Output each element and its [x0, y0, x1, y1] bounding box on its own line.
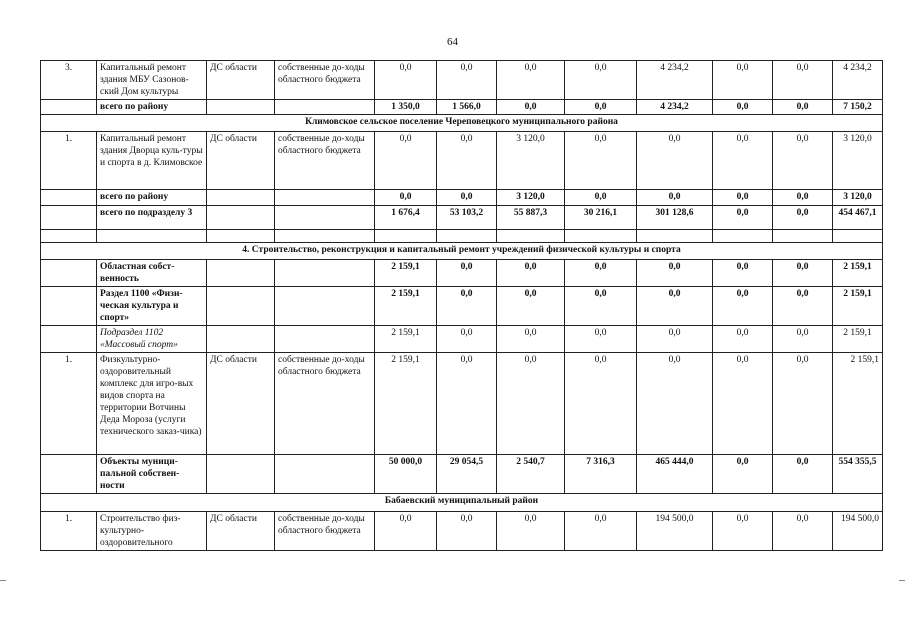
- row-number-cell: [41, 260, 97, 287]
- amount-cell: 7 316,3: [565, 455, 637, 494]
- funding-source-cell: собственные до-ходы областного бюджета: [275, 512, 375, 551]
- amount-cell: 0,0: [375, 190, 437, 206]
- amount-cell: 3 120,0: [497, 132, 565, 190]
- amount-cell: 0,0: [565, 326, 637, 353]
- amount-cell: 0,0: [565, 353, 637, 455]
- amount-cell: 0,0: [713, 326, 773, 353]
- amount-cell: 0,0: [437, 353, 497, 455]
- amount-cell: 0,0: [497, 260, 565, 287]
- object-name-cell: Объекты муници-пальной собствен-ности: [97, 455, 207, 494]
- amount-cell: 4 234,2: [833, 61, 883, 100]
- amount-cell: 0,0: [773, 326, 833, 353]
- amount-cell: 0,0: [565, 512, 637, 551]
- funding-source-cell: собственные до-ходы областного бюджета: [275, 61, 375, 100]
- amount-cell: 0,0: [713, 132, 773, 190]
- amount-cell: 0,0: [773, 455, 833, 494]
- row-number-cell: 1.: [41, 132, 97, 190]
- amount-cell: 0,0: [565, 100, 637, 115]
- empty-cell: [97, 230, 207, 243]
- amount-cell: 53 103,2: [437, 206, 497, 230]
- object-name-cell: всего по району: [97, 100, 207, 115]
- funding-source-cell: собственные до-ходы областного бюджета: [275, 132, 375, 190]
- empty-cell: [275, 230, 375, 243]
- amount-cell: 0,0: [375, 132, 437, 190]
- table-row: [41, 494, 883, 512]
- row-number-cell: 1.: [41, 512, 97, 551]
- amount-cell: 0,0: [437, 61, 497, 100]
- customer-cell: [207, 190, 275, 206]
- amount-cell: 0,0: [713, 455, 773, 494]
- budget-table: [40, 60, 883, 551]
- object-name-cell: Капитальный ремонт здания Дворца куль-туры и спорта в д. Климовское: [97, 132, 207, 190]
- funding-source-cell: [275, 326, 375, 353]
- table-row: [41, 326, 883, 353]
- amount-cell: 4 234,2: [637, 100, 713, 115]
- empty-cell: [637, 230, 713, 243]
- amount-cell: 0,0: [773, 61, 833, 100]
- amount-cell: 0,0: [773, 512, 833, 551]
- section-heading: Климовское сельское поселение Череповецкого муниципального района: [41, 115, 883, 132]
- empty-cell: [773, 230, 833, 243]
- object-name-cell: Физкультурно-оздоровительный комплекс для игро-вых видов спорта на территории Вотчины Деда Мороза (услуги технического заказ-чика): [97, 353, 207, 455]
- empty-cell: [497, 230, 565, 243]
- funding-source-cell: [275, 190, 375, 206]
- table-row: [41, 61, 883, 100]
- amount-cell: 0,0: [497, 512, 565, 551]
- amount-cell: 0,0: [713, 287, 773, 326]
- funding-source-cell: [275, 260, 375, 287]
- row-number-cell: 1.: [41, 353, 97, 455]
- amount-cell: 0,0: [497, 100, 565, 115]
- amount-cell: 2 159,1: [833, 287, 883, 326]
- table-row: [41, 512, 883, 551]
- amount-cell: 0,0: [713, 61, 773, 100]
- amount-cell: 4 234,2: [637, 61, 713, 100]
- empty-cell: [437, 230, 497, 243]
- amount-cell: 0,0: [437, 287, 497, 326]
- amount-cell: 2 159,1: [833, 353, 883, 455]
- customer-cell: ДС области: [207, 512, 275, 551]
- row-number-cell: [41, 455, 97, 494]
- scan-edge-mark-left: [0, 580, 6, 581]
- amount-cell: 30 216,1: [565, 206, 637, 230]
- empty-cell: [41, 230, 97, 243]
- amount-cell: 0,0: [637, 260, 713, 287]
- row-number-cell: [41, 100, 97, 115]
- amount-cell: 7 150,2: [833, 100, 883, 115]
- amount-cell: 0,0: [497, 287, 565, 326]
- empty-cell: [713, 230, 773, 243]
- amount-cell: 0,0: [713, 512, 773, 551]
- empty-cell: [207, 230, 275, 243]
- customer-cell: ДС области: [207, 353, 275, 455]
- amount-cell: 0,0: [773, 190, 833, 206]
- amount-cell: 465 444,0: [637, 455, 713, 494]
- amount-cell: 2 159,1: [833, 260, 883, 287]
- amount-cell: 0,0: [375, 512, 437, 551]
- object-name-cell: Областная собст-венность: [97, 260, 207, 287]
- customer-cell: [207, 326, 275, 353]
- object-name-cell: Раздел 1100 «Физи-ческая культура и спорт»: [97, 287, 207, 326]
- customer-cell: ДС области: [207, 61, 275, 100]
- row-number-cell: [41, 326, 97, 353]
- customer-cell: [207, 100, 275, 115]
- amount-cell: 0,0: [437, 132, 497, 190]
- amount-cell: 0,0: [565, 132, 637, 190]
- amount-cell: 0,0: [497, 353, 565, 455]
- amount-cell: 0,0: [713, 100, 773, 115]
- amount-cell: 0,0: [773, 353, 833, 455]
- amount-cell: 1 676,4: [375, 206, 437, 230]
- customer-cell: [207, 206, 275, 230]
- amount-cell: 0,0: [713, 260, 773, 287]
- row-number-cell: 3.: [41, 61, 97, 100]
- object-name-cell: Капитальный ремонт здания МБУ Сазонов-ский Дом культуры: [97, 61, 207, 100]
- amount-cell: 2 159,1: [375, 326, 437, 353]
- table-row: [41, 455, 883, 494]
- object-name-cell: Подраздел 1102 «Массовый спорт»: [97, 326, 207, 353]
- section-heading: Бабаевский муниципальный район: [41, 494, 883, 512]
- amount-cell: 0,0: [773, 132, 833, 190]
- amount-cell: 194 500,0: [637, 512, 713, 551]
- amount-cell: 0,0: [497, 326, 565, 353]
- amount-cell: 0,0: [773, 287, 833, 326]
- funding-source-cell: собственные до-ходы областного бюджета: [275, 353, 375, 455]
- amount-cell: 0,0: [637, 287, 713, 326]
- amount-cell: 454 467,1: [833, 206, 883, 230]
- table-row: [41, 115, 883, 132]
- table-row: [41, 100, 883, 115]
- object-name-cell: Строительство физ-культурно-оздоровительного: [97, 512, 207, 551]
- amount-cell: 1 350,0: [375, 100, 437, 115]
- amount-cell: 0,0: [637, 326, 713, 353]
- table-row: [41, 287, 883, 326]
- amount-cell: 0,0: [773, 100, 833, 115]
- table-row: [41, 243, 883, 260]
- amount-cell: 0,0: [637, 132, 713, 190]
- amount-cell: 0,0: [565, 260, 637, 287]
- funding-source-cell: [275, 455, 375, 494]
- empty-cell: [833, 230, 883, 243]
- row-number-cell: [41, 287, 97, 326]
- amount-cell: 0,0: [637, 190, 713, 206]
- table-row: [41, 190, 883, 206]
- amount-cell: 0,0: [713, 353, 773, 455]
- table-row: [41, 353, 883, 455]
- table-row: [41, 206, 883, 230]
- amount-cell: 2 159,1: [375, 260, 437, 287]
- amount-cell: 2 540,7: [497, 455, 565, 494]
- amount-cell: 55 887,3: [497, 206, 565, 230]
- funding-source-cell: [275, 206, 375, 230]
- customer-cell: [207, 455, 275, 494]
- amount-cell: 0,0: [437, 512, 497, 551]
- table-row: [41, 132, 883, 190]
- amount-cell: 0,0: [565, 61, 637, 100]
- amount-cell: 0,0: [437, 260, 497, 287]
- funding-source-cell: [275, 287, 375, 326]
- table-row: [41, 230, 883, 243]
- amount-cell: 3 120,0: [497, 190, 565, 206]
- empty-cell: [375, 230, 437, 243]
- amount-cell: 2 159,1: [833, 326, 883, 353]
- customer-cell: [207, 287, 275, 326]
- page-number: 64: [447, 36, 458, 48]
- amount-cell: 50 000,0: [375, 455, 437, 494]
- amount-cell: 3 120,0: [833, 132, 883, 190]
- row-number-cell: [41, 190, 97, 206]
- amount-cell: 301 128,6: [637, 206, 713, 230]
- amount-cell: 0,0: [437, 190, 497, 206]
- customer-cell: [207, 260, 275, 287]
- row-number-cell: [41, 206, 97, 230]
- amount-cell: 0,0: [713, 190, 773, 206]
- amount-cell: 1 566,0: [437, 100, 497, 115]
- amount-cell: 0,0: [375, 61, 437, 100]
- amount-cell: 3 120,0: [833, 190, 883, 206]
- section-heading: 4. Строительство, реконструкция и капитальный ремонт учреждений физической культуры и спорта: [41, 243, 883, 260]
- table-row: [41, 260, 883, 287]
- scan-edge-mark-right: [899, 580, 905, 581]
- amount-cell: 0,0: [637, 353, 713, 455]
- funding-source-cell: [275, 100, 375, 115]
- object-name-cell: всего по подразделу 3: [97, 206, 207, 230]
- amount-cell: 0,0: [437, 326, 497, 353]
- amount-cell: 29 054,5: [437, 455, 497, 494]
- amount-cell: 0,0: [773, 260, 833, 287]
- amount-cell: 0,0: [565, 287, 637, 326]
- object-name-cell: всего по району: [97, 190, 207, 206]
- customer-cell: ДС области: [207, 132, 275, 190]
- empty-cell: [565, 230, 637, 243]
- amount-cell: 194 500,0: [833, 512, 883, 551]
- amount-cell: 0,0: [497, 61, 565, 100]
- amount-cell: 0,0: [713, 206, 773, 230]
- amount-cell: 2 159,1: [375, 353, 437, 455]
- amount-cell: 554 355,5: [833, 455, 883, 494]
- amount-cell: 0,0: [773, 206, 833, 230]
- amount-cell: 2 159,1: [375, 287, 437, 326]
- amount-cell: 0,0: [565, 190, 637, 206]
